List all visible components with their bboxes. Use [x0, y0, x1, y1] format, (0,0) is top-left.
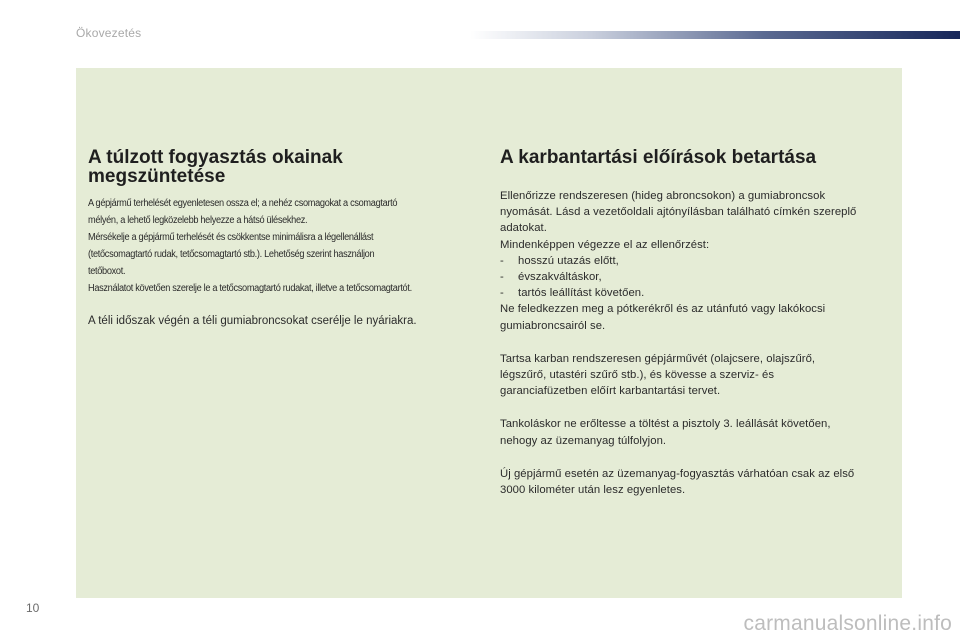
left-body-line: Használatot követően szerelje le a tetőcsomagtartó rudakat, illetve a tetőcsomagtartót.	[88, 283, 412, 294]
new-vehicle-line: Új gépjármű esetén az üzemanyag-fogyasztás várhatóan csak az első	[500, 467, 855, 480]
left-body-line: (tetőcsomagtartó rudak, tetőcsomagtartó stb.). Lehetőség szerint használjon	[88, 249, 375, 260]
watermark: carmanualsonline.info	[743, 612, 952, 635]
section-title: Ökovezetés	[76, 26, 142, 40]
maintenance-line: Tartsa karban rendszeresen gépjárművét (olajcsere, olajszűrő,	[500, 352, 816, 365]
content-panel	[76, 68, 902, 598]
page-number: 10	[26, 601, 40, 615]
right-body	[500, 188, 892, 498]
right-after-line: gumiabroncsairól se.	[500, 319, 606, 332]
right-heading: A karbantartási előírások betartása	[500, 147, 817, 168]
refuel-paragraph	[500, 416, 892, 448]
bullet-item	[500, 285, 892, 301]
bullet-item	[500, 253, 892, 269]
right-intro-line: Ellenőrizze rendszeresen (hideg abroncsokon) a gumiabroncsok	[500, 190, 826, 202]
left-body-line: A gépjármű terhelését egyenletesen ossza el; a nehéz csomagokat a csomagtartó	[88, 198, 398, 209]
left-heading-line2: megszüntetése	[88, 166, 226, 187]
left-body-line: tetőboxot.	[88, 266, 126, 277]
bullet-item	[500, 269, 892, 285]
bullet-text: hosszú utazás előtt,	[518, 254, 619, 267]
right-intro-line: nyomását. Lásd a vezetőoldali ajtónyílásban található címkén szereplő	[500, 206, 857, 219]
bullet-marker: -	[500, 254, 504, 267]
left-column	[88, 148, 488, 341]
new-vehicle-paragraph	[500, 466, 892, 498]
bullet-text: évszakváltáskor,	[518, 271, 602, 284]
refuel-line: nehogy az üzemanyag túlfolyjon.	[500, 434, 667, 447]
right-intro-line: adatokat.	[500, 222, 547, 235]
left-heading-line1: A túlzott fogyasztás okainak	[88, 147, 343, 168]
maintenance-line: garanciafüzetben előírt karbantartási tervet.	[500, 385, 721, 398]
bullet-marker: -	[500, 271, 504, 284]
left-body-line: Mérsékelje a gépjármű terhelését és csökkentse minimálisra a légellenállást	[88, 232, 374, 243]
right-intro-line: Mindenképpen végezze el az ellenőrzést:	[500, 238, 710, 251]
left-winter-tyre-paragraph: A téli időszak végén a téli gumiabroncsokat cserélje le nyáriakra.	[88, 315, 417, 327]
maintenance-paragraph	[500, 351, 892, 400]
left-body-line: mélyén, a lehető legközelebb helyezze a hátsó ülésekhez.	[88, 215, 308, 226]
header-gradient-bar	[470, 31, 960, 39]
right-column	[500, 148, 892, 498]
new-vehicle-line: 3000 kilométer után lesz egyenletes.	[500, 484, 686, 497]
maintenance-line: légszűrő, utastéri szűrő stb.), és kövesse a szerviz- és	[500, 369, 775, 382]
right-after-line: Ne feledkezzen meg a pótkerékről és az utánfutó vagy lakókocsi	[500, 303, 826, 316]
bullet-text: tartós leállítást követően.	[518, 287, 645, 300]
left-body	[88, 195, 488, 297]
left-heading	[88, 148, 488, 186]
refuel-line: Tankoláskor ne erőltesse a töltést a pisztoly 3. leállását követően,	[500, 418, 831, 431]
bullet-marker: -	[500, 287, 504, 300]
